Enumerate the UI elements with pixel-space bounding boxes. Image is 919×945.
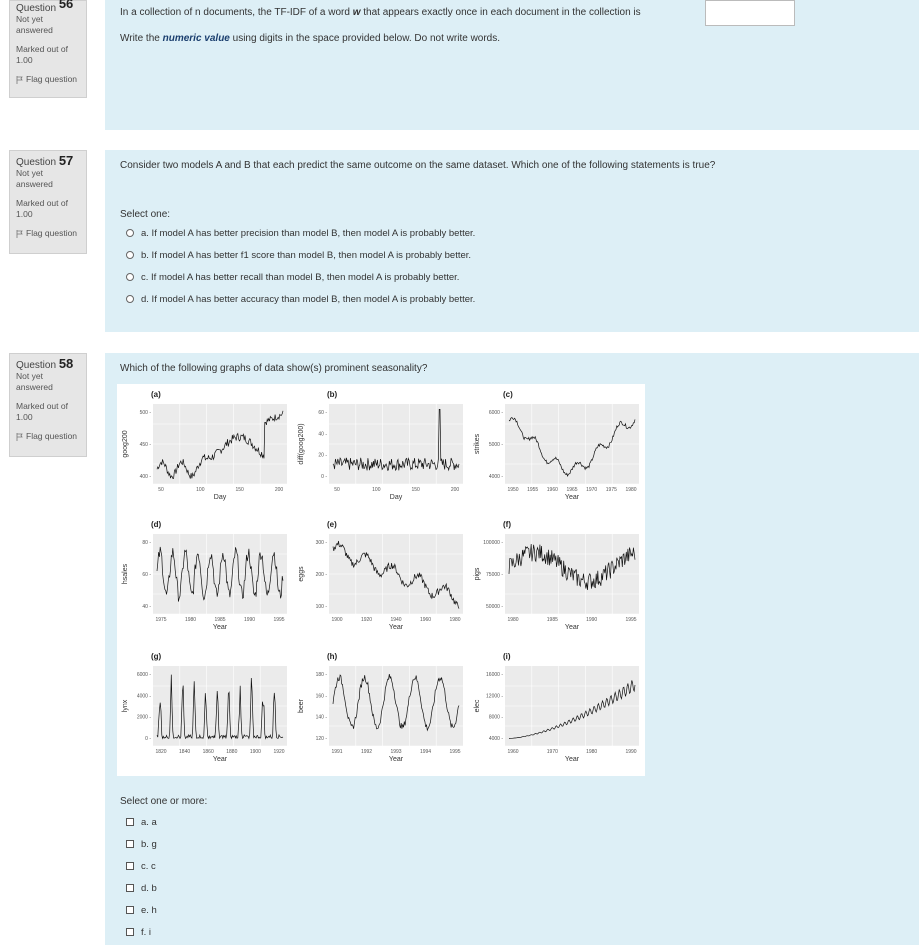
x-tick-4-3: 1960 (419, 617, 432, 623)
y-tick-5-2: 100000 - (483, 540, 503, 546)
y-axis-label-5: pigs (474, 567, 481, 581)
x-tick-4-4: 1980 (449, 617, 461, 623)
answer-input[interactable] (705, 0, 795, 26)
y-tick-6-1: 2000 - (136, 714, 151, 721)
question-marks: Marked out of 1.00 (16, 401, 68, 422)
y-axis-label-8: elec (474, 699, 481, 713)
y-tick-2-2: 6000 - (488, 410, 503, 416)
x-tick-3-4: 1995 (273, 617, 285, 623)
y-tick-3-2: 80 - (142, 540, 151, 546)
y-axis-label-2: strikes (474, 433, 481, 455)
x-tick-4-1: 1920 (360, 617, 373, 623)
option-c[interactable]: c. c (126, 855, 157, 877)
x-tick-5-1: 1985 (546, 617, 558, 623)
x-tick-5-2: 1990 (586, 617, 598, 623)
x-tick-5-3: 1995 (625, 617, 637, 623)
y-tick-0-2: 500 - (139, 410, 151, 416)
y-tick-0-0: 400 - (139, 474, 151, 480)
x-tick-7-4: 1995 (449, 749, 461, 755)
y-axis-label-0: goog200 (122, 430, 129, 458)
option-c[interactable]: c. If model A has better recall than model B, then model A is probably better. (126, 266, 904, 288)
x-tick-7-0: 1991 (331, 749, 343, 755)
y-tick-4-2: 300 - (315, 540, 327, 546)
y-tick-8-1: 8000 - (488, 714, 503, 721)
x-tick-6-0: 1820 (155, 749, 167, 755)
x-axis-label-6: Year (212, 756, 228, 763)
x-tick-0-0: 50 (158, 487, 164, 493)
x-axis-label-8: Year (564, 756, 580, 763)
flag-icon (16, 230, 23, 238)
question-number: Question 56 (16, 0, 74, 14)
x-tick-6-2: 1860 (202, 749, 214, 755)
checkbox-e[interactable] (126, 906, 134, 914)
x-tick-5-0: 1980 (507, 617, 519, 623)
question-text: In a collection of n documents, the TF-IDF of a word w that appears exactly once in each document in the collection is (120, 7, 641, 18)
flag-icon (16, 76, 23, 84)
checkbox-f[interactable] (126, 928, 134, 936)
plots-svg (117, 384, 645, 776)
flag-icon (16, 433, 23, 441)
y-tick-8-2: 12000 - (486, 693, 503, 700)
plot-title-7: (h) (327, 652, 338, 661)
x-axis-label-4: Year (388, 624, 404, 631)
x-tick-0-3: 200 (274, 487, 284, 493)
question-text: Which of the following graphs of data show(s) prominent seasonality? (120, 363, 428, 374)
x-axis-label-2: Year (564, 494, 580, 501)
flag-question-link[interactable]: Flag question (16, 228, 80, 239)
x-tick-4-0: 1900 (331, 617, 343, 623)
question-status: Not yet answered (16, 371, 53, 392)
y-axis-label-7: beer (298, 698, 305, 714)
x-tick-6-3: 1880 (226, 749, 238, 755)
y-tick-6-2: 4000 - (136, 693, 151, 700)
x-tick-7-2: 1993 (390, 749, 402, 755)
time-series-plots-figure (117, 384, 645, 776)
option-b[interactable]: b. If model A has better f1 score than model B, then model A is probably better. (126, 244, 904, 266)
plot-title-1: (b) (327, 390, 338, 399)
x-tick-2-2: 1960 (546, 487, 558, 493)
question-56 (0, 0, 919, 130)
x-tick-8-3: 1990 (625, 749, 637, 755)
x-tick-1-2: 150 (411, 487, 420, 493)
x-tick-2-0: 1950 (507, 487, 519, 493)
x-axis-label-1: Day (389, 494, 403, 501)
y-tick-1-3: 60 - (318, 410, 327, 416)
radio-a[interactable] (126, 229, 134, 237)
option-f[interactable]: f. i (126, 921, 157, 943)
question-57 (0, 150, 919, 332)
question-status: Not yet answered (16, 14, 53, 35)
instruction-text: Write the numeric value using digits in the space provided below. Do not write words. (120, 33, 501, 44)
y-tick-1-1: 20 - (318, 452, 327, 459)
plot-title-2: (c) (503, 390, 513, 399)
x-axis-label-7: Year (388, 756, 404, 763)
option-d[interactable]: d. b (126, 877, 157, 899)
x-tick-2-1: 1955 (527, 487, 539, 493)
x-tick-0-2: 150 (235, 487, 244, 493)
question-text: Consider two models A and B that each predict the same outcome on the same dataset. Which one of the following statements is true? (120, 160, 716, 171)
y-axis-label-3: hsales (122, 563, 129, 585)
x-tick-7-1: 1992 (360, 749, 373, 755)
y-axis-label-6: lynx (122, 699, 129, 713)
option-e[interactable]: e. h (126, 899, 157, 921)
x-tick-8-2: 1980 (586, 749, 598, 755)
select-one-or-more-label: Select one or more: (120, 796, 208, 807)
question-content-56 (105, 0, 919, 130)
x-tick-3-3: 1990 (243, 617, 256, 623)
plot-title-6: (g) (151, 652, 162, 661)
radio-c[interactable] (126, 273, 134, 281)
x-tick-1-1: 100 (372, 487, 381, 493)
plot-title-4: (e) (327, 520, 337, 529)
y-tick-7-1: 140 - (315, 714, 327, 721)
x-tick-6-4: 1900 (249, 749, 261, 755)
x-tick-1-0: 50 (334, 487, 340, 493)
x-tick-3-0: 1975 (155, 617, 167, 623)
question-number: Question 58 (16, 356, 74, 371)
y-tick-3-0: 40 - (142, 604, 151, 610)
question-status: Not yet answered (16, 168, 53, 189)
x-axis-label-5: Year (564, 624, 580, 631)
y-tick-3-1: 60 - (142, 572, 151, 578)
question-marks: Marked out of 1.00 (16, 198, 68, 219)
question-info-57 (9, 150, 87, 254)
y-tick-7-3: 180 - (315, 672, 327, 678)
y-tick-5-0: 50000 - (486, 604, 503, 610)
option-d[interactable]: d. If model A has better accuracy than model B, then model A is probably better. (126, 288, 904, 310)
x-tick-2-5: 1975 (605, 487, 617, 493)
y-tick-8-0: 4000 - (488, 736, 503, 742)
y-tick-5-1: 75000 - (486, 572, 503, 578)
question-marks: Marked out of 1.00 (16, 44, 68, 65)
question-info-56 (9, 0, 87, 98)
x-tick-2-6: 1980 (625, 487, 637, 493)
y-tick-0-1: 450 - (139, 442, 151, 448)
y-tick-4-1: 200 - (315, 572, 327, 578)
x-tick-4-2: 1940 (390, 617, 402, 623)
x-tick-2-4: 1970 (586, 487, 598, 493)
x-axis-label-3: Year (212, 624, 228, 631)
y-tick-2-0: 4000 - (488, 474, 503, 480)
plot-title-0: (a) (151, 390, 161, 399)
x-axis-label-0: Day (213, 494, 227, 501)
x-tick-0-1: 100 (196, 487, 205, 493)
flag-question-link[interactable]: Flag question (16, 431, 80, 442)
options-list (126, 811, 157, 943)
x-tick-6-5: 1920 (273, 749, 285, 755)
x-tick-8-0: 1960 (507, 749, 519, 755)
checkbox-d[interactable] (126, 884, 134, 892)
radio-b[interactable] (126, 251, 134, 259)
select-one-label: Select one: (120, 209, 171, 220)
x-tick-1-3: 200 (450, 487, 460, 493)
y-tick-6-3: 6000 - (136, 672, 151, 678)
checkbox-c[interactable] (126, 862, 134, 870)
plot-title-5: (f) (503, 520, 511, 529)
y-tick-7-0: 120 - (315, 736, 327, 742)
y-tick-1-0: 0 - (321, 474, 327, 480)
radio-d[interactable] (126, 295, 134, 303)
x-tick-8-1: 1970 (546, 749, 558, 755)
x-tick-7-3: 1994 (419, 749, 432, 755)
y-axis-label-1: diff(goog200) (298, 423, 305, 465)
x-tick-3-1: 1980 (184, 617, 197, 623)
x-tick-6-1: 1840 (179, 749, 191, 755)
option-a[interactable]: a. If model A has better precision than model B, then model A is probably better. (126, 222, 904, 244)
question-number: Question 57 (16, 153, 74, 168)
checkbox-b[interactable] (126, 840, 134, 848)
plot-title-8: (i) (503, 652, 511, 661)
option-a[interactable]: a. a (126, 811, 157, 833)
y-tick-2-1: 5000 - (488, 442, 503, 448)
y-axis-label-4: eggs (298, 566, 305, 582)
question-content-57 (105, 150, 919, 332)
plot-title-3: (d) (151, 520, 162, 529)
x-tick-2-3: 1965 (566, 487, 578, 493)
checkbox-a[interactable] (126, 818, 134, 826)
x-tick-3-2: 1985 (214, 617, 226, 623)
y-tick-1-2: 40 - (318, 431, 327, 438)
y-tick-4-0: 100 - (315, 604, 327, 610)
options-list (120, 222, 904, 310)
y-tick-8-3: 16000 - (486, 672, 503, 678)
flag-question-link[interactable]: Flag question (16, 74, 80, 85)
y-tick-6-0: 0 - (145, 736, 151, 742)
option-b[interactable]: b. g (126, 833, 157, 855)
y-tick-7-2: 160 - (315, 693, 327, 700)
question-info-58 (9, 353, 87, 457)
